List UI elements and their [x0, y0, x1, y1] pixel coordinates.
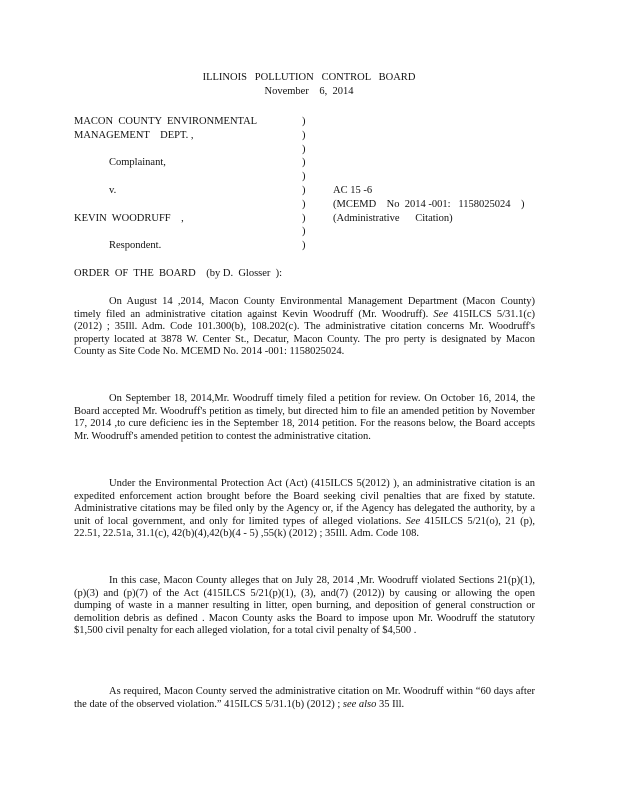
paragraph-1-text: On August 14 ,2014, Macon County Environmental Management Department (Macon County) timely filed an administrative citation against Kevin Woodruff (Mr. Woodruff).	[74, 296, 535, 320]
respondent-role: Respondent.	[109, 240, 162, 252]
complainant-name-line1: MACON COUNTY ENVIRONMENTAL	[74, 116, 258, 127]
case-site-code: (MCEMD No 2014 -001: 1158025024 )	[333, 198, 525, 210]
versus: v.	[109, 184, 117, 196]
document-date: November 6, 2014	[264, 86, 354, 97]
case-type: (Administrative Citation)	[333, 212, 453, 224]
complainant-name-line2: MANAGEMENT DEPT. ,	[74, 129, 194, 141]
order-heading: ORDER OF THE BOARD (by D. Glosser ):	[74, 268, 283, 279]
complainant-role: Complainant,	[109, 157, 166, 169]
respondent-name: KEVIN WOODRUFF ,	[74, 212, 184, 224]
paragraph-5-citation: 35 Ill.	[379, 698, 405, 710]
see-signal: See	[405, 515, 421, 527]
paragraph-3-citation: 415ILCS 5/21(o), 21 (p), 22.51, 22.51a, 31.1(c), 42(b)(4),42(b)(4 - 5) ,55(k) (2012) ; 35Ill. Adm. Code 108.	[74, 515, 535, 539]
paragraph-5-text: As required, Macon County served the administrative citation on Mr. Woodruff within “60 days after the date of the observed violation.” 415ILCS 5/31.1(b) (2012) ;	[74, 686, 535, 710]
paragraph-3	[74, 478, 535, 541]
caption-bracket: ) ) ) ) ) ) ) ) ) )	[302, 116, 306, 252]
paragraph-1-citation: 415ILCS 5/31.1(c) (2012) ; 35Ill. Adm. Code 101.300(b), 108.202(c). The administrative citation concerns Mr. Woodruff's property located at 3878 W. Center St., Decatur, Macon County. The pro perty is designated by Macon County as Site Code No. MCEMD No. 2014 -001: 1158025024.	[74, 308, 536, 357]
case-caption-number	[333, 185, 573, 226]
paragraph-4: In this case, Macon County alleges that on July 28, 2014 ,Mr. Woodruff violated Sections 21(p)(1),(p)(3) and (p)(7) of the Act (415ILCS 5/21(p)(1), (3), and(7) (2012)) by causing or allowing the open dumping of waste in a manner resulting in litter, open burning, and deposition of general construction or demolition debris as defined . Macon County asks the Board to impose upon Mr. Woodruff the statutory $1,500 civil penalty for each alleged violation, for a total civil penalty of $4,500 .	[74, 575, 535, 636]
case-number: AC 15 -6	[333, 185, 373, 196]
case-caption-parties	[74, 116, 299, 254]
paragraph-3-text: Under the Environmental Protection Act (Act) (415ILCS 5(2012) ), an administrative citation is an expedited enforcement action brought before the Board seeking civil penalties that are fixed by statute. Administrative citations may be filed only by the Agency or, if the Agency has delegated the authority, by a unit of local government, and only for limited types of alleged violations.	[74, 478, 535, 527]
agency-title: ILLINOIS POLLUTION CONTROL BOARD	[202, 72, 416, 83]
see-signal: See	[433, 308, 448, 320]
see-also-signal: see also	[342, 698, 377, 710]
document-header	[0, 72, 618, 100]
paragraph-5	[74, 686, 535, 711]
paragraph-2: On September 18, 2014,Mr. Woodruff timely filed a petition for review. On October 16, 2014, the Board accepted Mr. Woodruff's petition as timely, but directed him to file an amended petition by November 17, 2014 ,to cure deficienc ies in the September 18, 2014 petition. For the reasons below, the Board accepts Mr. Woodruff's amended petition to contest the administrative citation.	[74, 393, 535, 442]
paragraph-1	[74, 296, 535, 359]
